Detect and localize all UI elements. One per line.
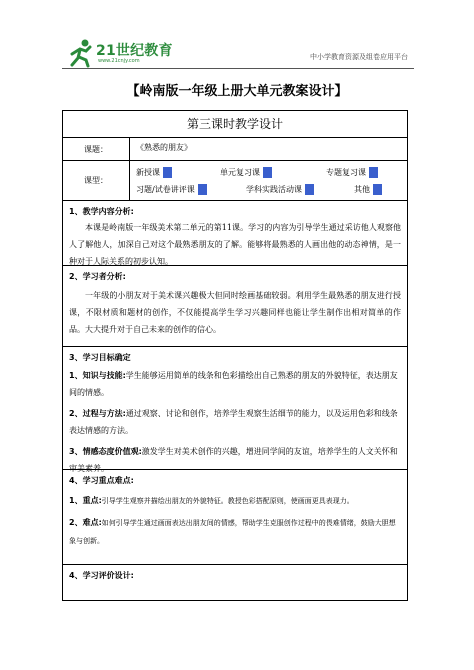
section-text: 一年级的小朋友对于美术课兴趣极大但同时绘画基础较弱。利用学生最熟悉的朋友进行授课，不限材质和题材的创作，不仅能提高学生学习兴趣同样也能让学生制作出相对简单的作品。大大提升对于自己未来的创作的信心。 xyxy=(69,291,401,334)
lesson-type-options xyxy=(130,161,407,200)
lesson-type-label: 课型： xyxy=(63,161,130,200)
topic-row xyxy=(63,138,407,161)
topic-label: 课题： xyxy=(63,138,130,160)
goal-process xyxy=(69,405,401,439)
key-point-label: 1、重点: xyxy=(69,496,102,505)
goal-knowledge xyxy=(69,367,401,401)
type-option[interactable] xyxy=(354,184,382,195)
lesson-plan-table xyxy=(62,110,408,601)
type-option-label: 单元复习课 xyxy=(220,167,260,177)
checkbox-icon[interactable] xyxy=(263,167,272,178)
difficult-point xyxy=(69,514,401,550)
goal-text: 通过观察、讨论和创作，培养学生观察生活细节的能力，以及运用色彩和线条表达情感的方法。 xyxy=(69,409,398,435)
checkbox-icon[interactable] xyxy=(369,167,378,178)
goal-text: 激发学生对美术创作的兴趣，增进同学间的友谊，培养学生的人文关怀和审美素养。 xyxy=(69,447,398,473)
key-point xyxy=(69,492,401,510)
type-option[interactable] xyxy=(326,167,378,178)
type-option-label: 习题/试卷讲评课 xyxy=(136,184,195,194)
topic-value: 《熟悉的朋友》 xyxy=(136,143,192,152)
type-option-label: 专题复习课 xyxy=(326,167,366,177)
key-point-text: 引导学生观察并描绘出朋友的外貌特征。教授色彩搭配原则，使画面更具表现力。 xyxy=(101,497,354,505)
learner-analysis-section xyxy=(63,266,407,347)
goal-label: 1、知识与技能: xyxy=(69,371,126,380)
section-heading: 4、学习重点难点: xyxy=(69,476,134,485)
difficult-point-text: 如何引导学生通过画面表达出朋友间的情感，帮助学生克服创作过程中的畏难情绪，鼓励大胆想象与创新。 xyxy=(69,519,396,545)
section-heading: 1、教学内容分析: xyxy=(69,207,134,216)
lesson-title: 第三课时教学设计 xyxy=(63,111,407,138)
goal-text: 学生能够运用简单的线条和色彩描绘出自己熟悉的朋友的外貌特征，表达朋友间的情感。 xyxy=(69,371,398,397)
type-option-label: 新授课 xyxy=(136,167,160,177)
logo-text: 21世纪教育 xyxy=(96,43,173,59)
type-option[interactable] xyxy=(220,167,320,178)
platform-name: 中小学教育资源及组卷应用平台 xyxy=(310,53,408,61)
checkbox-icon[interactable] xyxy=(305,184,314,195)
checkbox-icon[interactable] xyxy=(163,167,172,178)
goal-label: 3、情感态度价值观: xyxy=(69,447,142,456)
type-option[interactable] xyxy=(246,184,348,195)
difficult-point-label: 2、难点: xyxy=(69,518,102,527)
evaluation-design-section xyxy=(63,565,407,600)
section-text: 本课是岭南版一年级美术第二单元的第11课。学习的内容为引导学生通过采访他人观察他人了解他人，加深自己对这个最熟悉朋友的了解。能够将最熟悉的人画出他的动态神情，是一种对于人际关系的初步认知。 xyxy=(69,223,401,266)
section-heading: 4、学习评价设计: xyxy=(69,571,134,580)
section-heading: 3、学习目标确定 xyxy=(69,353,131,362)
type-option[interactable] xyxy=(136,184,240,195)
type-option-label: 学科实践活动课 xyxy=(246,184,302,194)
document-title: 【岭南版一年级上册大单元教案设计】 xyxy=(126,84,348,99)
logo xyxy=(68,38,188,72)
key-points-section xyxy=(63,470,407,565)
type-option[interactable] xyxy=(136,167,214,178)
logo-runner-icon xyxy=(68,38,96,68)
checkbox-icon[interactable] xyxy=(373,184,382,195)
goal-label: 2、过程与方法: xyxy=(69,409,126,418)
page-header xyxy=(62,40,414,69)
lesson-type-line-1 xyxy=(136,165,401,179)
content-analysis-section xyxy=(63,201,407,266)
lesson-type-line-2 xyxy=(136,182,401,196)
checkbox-icon[interactable] xyxy=(198,184,207,195)
section-heading: 2、学习者分析: xyxy=(69,272,126,281)
lesson-type-row xyxy=(63,161,407,201)
type-option-label: 其他 xyxy=(354,184,370,194)
learning-goals-section xyxy=(63,347,407,473)
logo-subtext: www.21cnjy.com xyxy=(98,58,140,64)
